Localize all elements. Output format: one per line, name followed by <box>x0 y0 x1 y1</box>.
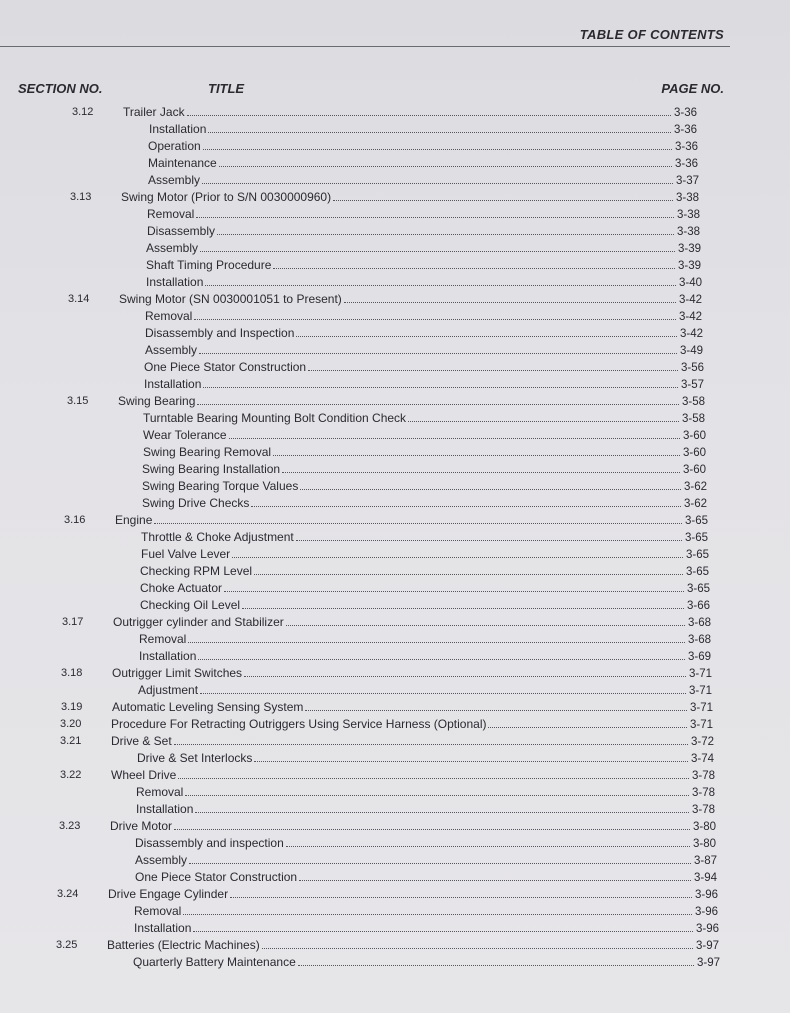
toc-row <box>0 648 790 665</box>
dot-leader <box>189 863 691 864</box>
entry-title: Swing Bearing Installation <box>142 462 281 476</box>
entry-title: Swing Motor (SN 0030001051 to Present) <box>119 292 342 306</box>
toc-entry <box>118 393 705 411</box>
entry-title: Drive Engage Cylinder <box>108 887 229 901</box>
page-number: 3-71 <box>689 702 713 714</box>
page-number: 3-69 <box>687 651 711 663</box>
page-number: 3-49 <box>679 345 703 357</box>
page-number: 3-96 <box>694 889 718 901</box>
dot-leader <box>154 523 682 524</box>
entry-title: Automatic Leveling Sensing System <box>112 700 304 714</box>
toc-entry <box>110 818 716 836</box>
page-number: 3-71 <box>688 685 712 697</box>
toc-entry <box>143 427 706 445</box>
toc-entry <box>141 546 709 564</box>
page-header-title: TABLE OF CONTENTS <box>579 27 724 42</box>
page-number: 3-97 <box>696 957 720 969</box>
entry-title: Removal <box>136 785 184 799</box>
page-number: 3-78 <box>691 804 715 816</box>
toc-list <box>0 104 790 971</box>
page-number: 3-78 <box>691 770 715 782</box>
page-number: 3-68 <box>687 617 711 629</box>
page-number: 3-36 <box>673 124 697 136</box>
page-number: 3-65 <box>685 566 709 578</box>
column-header-title: TITLE <box>208 81 245 96</box>
page-number: 3-39 <box>677 260 701 272</box>
toc-row <box>0 869 790 886</box>
dot-leader <box>286 846 690 847</box>
toc-row <box>0 699 790 716</box>
dot-leader <box>174 744 688 745</box>
dot-leader <box>195 812 689 813</box>
toc-entry <box>145 308 702 326</box>
entry-title: Installation <box>144 377 202 391</box>
entry-title: Assembly <box>145 343 198 357</box>
dot-leader <box>174 829 690 830</box>
toc-entry <box>138 682 712 700</box>
toc-entry <box>140 597 710 615</box>
toc-row <box>0 784 790 801</box>
section-number: 3.17 <box>62 616 84 628</box>
entry-title: Installation <box>146 275 204 289</box>
toc-row <box>0 461 790 478</box>
entry-title: Checking RPM Level <box>140 564 253 578</box>
toc-row <box>0 291 790 308</box>
page-number: 3-96 <box>695 923 719 935</box>
toc-row <box>0 733 790 750</box>
dot-leader <box>200 693 686 694</box>
entry-title: Assembly <box>146 241 199 255</box>
toc-row <box>0 716 790 733</box>
dot-leader <box>244 676 686 677</box>
entry-title: Checking Oil Level <box>140 598 241 612</box>
entry-title: One Piece Stator Construction <box>135 870 298 884</box>
dot-leader <box>300 489 681 490</box>
dot-leader <box>200 251 675 252</box>
page-number: 3-56 <box>680 362 704 374</box>
entry-title: Adjustment <box>138 683 199 697</box>
entry-title: Removal <box>147 207 195 221</box>
dot-leader <box>193 931 693 932</box>
toc-row <box>0 954 790 971</box>
toc-entry <box>148 138 698 156</box>
section-number: 3.21 <box>60 735 82 747</box>
page-number: 3-62 <box>683 481 707 493</box>
toc-row <box>0 580 790 597</box>
toc-entry <box>111 733 714 751</box>
page-number: 3-65 <box>686 583 710 595</box>
toc-entry <box>142 461 706 479</box>
entry-title: Disassembly and Inspection <box>145 326 295 340</box>
toc-entry <box>144 359 704 377</box>
toc-row <box>0 937 790 954</box>
toc-entry <box>107 937 719 955</box>
dot-leader <box>198 659 685 660</box>
toc-entry <box>134 920 719 938</box>
dot-leader <box>230 897 692 898</box>
toc-row <box>0 138 790 155</box>
toc-entry <box>137 750 714 768</box>
page-number: 3-80 <box>692 838 716 850</box>
dot-leader <box>229 438 680 439</box>
entry-title: Removal <box>134 904 182 918</box>
dot-leader <box>208 132 671 133</box>
section-number: 3.20 <box>60 718 82 730</box>
dot-leader <box>242 608 684 609</box>
toc-row <box>0 206 790 223</box>
page-number: 3-37 <box>675 175 699 187</box>
entry-title: Operation <box>148 139 201 153</box>
dot-leader <box>197 404 679 405</box>
dot-leader <box>224 591 684 592</box>
entry-title: Installation <box>134 921 192 935</box>
column-header-page: PAGE NO. <box>661 81 724 96</box>
dot-leader <box>308 370 678 371</box>
entry-title: Assembly <box>135 853 188 867</box>
toc-row <box>0 903 790 920</box>
page-number: 3-57 <box>680 379 704 391</box>
toc-entry <box>146 257 701 275</box>
toc-row <box>0 631 790 648</box>
toc-row <box>0 495 790 512</box>
section-number: 3.15 <box>67 395 89 407</box>
toc-entry <box>136 784 715 802</box>
page-number: 3-65 <box>684 515 708 527</box>
dot-leader <box>183 914 692 915</box>
entry-title: Removal <box>145 309 193 323</box>
toc-row <box>0 563 790 580</box>
section-number: 3.19 <box>61 701 83 713</box>
page-number: 3-80 <box>692 821 716 833</box>
entry-title: Installation <box>139 649 197 663</box>
toc-row <box>0 512 790 529</box>
page-number: 3-60 <box>682 447 706 459</box>
entry-title: Drive & Set Interlocks <box>137 751 253 765</box>
dot-leader <box>305 710 687 711</box>
toc-entry <box>142 478 707 496</box>
section-number: 3.22 <box>60 769 82 781</box>
dot-leader <box>286 625 685 626</box>
toc-entry <box>111 767 715 785</box>
page-number: 3-36 <box>673 107 697 119</box>
dot-leader <box>199 353 677 354</box>
toc-entry <box>113 614 711 632</box>
entry-title: One Piece Stator Construction <box>144 360 307 374</box>
page-number: 3-68 <box>687 634 711 646</box>
toc-row <box>0 818 790 835</box>
page-number: 3-60 <box>682 430 706 442</box>
dot-leader <box>219 166 672 167</box>
toc-entry <box>140 563 709 581</box>
toc-row <box>0 665 790 682</box>
page-number: 3-38 <box>676 226 700 238</box>
entry-title: Turntable Bearing Mounting Bolt Condition Check <box>143 411 407 425</box>
toc-entry <box>108 886 718 904</box>
dot-leader <box>202 183 673 184</box>
toc-row <box>0 682 790 699</box>
entry-title: Installation <box>149 122 207 136</box>
page-number: 3-36 <box>674 141 698 153</box>
page-number: 3-42 <box>679 328 703 340</box>
dot-leader <box>205 285 676 286</box>
toc-row <box>0 546 790 563</box>
toc-entry <box>140 580 710 598</box>
dot-leader <box>196 217 674 218</box>
toc-row <box>0 835 790 852</box>
page-number: 3-72 <box>690 736 714 748</box>
dot-leader <box>262 948 693 949</box>
page-number: 3-74 <box>690 753 714 765</box>
toc-row <box>0 427 790 444</box>
toc-entry <box>144 376 704 394</box>
toc-row <box>0 189 790 206</box>
toc-row <box>0 410 790 427</box>
dot-leader <box>296 336 677 337</box>
toc-row <box>0 121 790 138</box>
entry-title: Removal <box>139 632 187 646</box>
dot-leader <box>188 642 685 643</box>
dot-leader <box>298 965 694 966</box>
toc-row <box>0 155 790 172</box>
toc-row <box>0 920 790 937</box>
toc-entry <box>147 206 700 224</box>
toc-entry <box>146 240 701 258</box>
dot-leader <box>488 727 686 728</box>
toc-entry <box>145 342 703 360</box>
toc-entry <box>148 172 699 190</box>
page-number: 3-96 <box>694 906 718 918</box>
page-number: 3-78 <box>691 787 715 799</box>
toc-entry <box>141 529 708 547</box>
page-number: 3-42 <box>678 294 702 306</box>
dot-leader <box>251 506 681 507</box>
page-number: 3-60 <box>682 464 706 476</box>
entry-title: Engine <box>115 513 153 527</box>
dot-leader <box>282 472 680 473</box>
toc-entry <box>112 699 713 717</box>
toc-entry <box>123 104 697 122</box>
toc-row <box>0 172 790 189</box>
page-number: 3-38 <box>676 209 700 221</box>
entry-title: Trailer Jack <box>123 105 185 119</box>
toc-row <box>0 257 790 274</box>
toc-row <box>0 104 790 121</box>
toc-entry <box>147 223 700 241</box>
entry-title: Assembly <box>148 173 201 187</box>
toc-entry <box>149 121 697 139</box>
entry-title: Quarterly Battery Maintenance <box>133 955 296 969</box>
section-number: 3.23 <box>59 820 81 832</box>
entry-title: Batteries (Electric Machines) <box>107 938 260 952</box>
entry-title: Shaft Timing Procedure <box>146 258 272 272</box>
toc-entry <box>135 852 717 870</box>
section-number: 3.13 <box>70 191 92 203</box>
dot-leader <box>408 421 679 422</box>
toc-row <box>0 750 790 767</box>
entry-title: Installation <box>136 802 194 816</box>
page-number: 3-94 <box>693 872 717 884</box>
page-number: 3-65 <box>684 532 708 544</box>
dot-leader <box>273 455 680 456</box>
toc-row <box>0 852 790 869</box>
page-number: 3-97 <box>695 940 719 952</box>
toc-entry <box>133 954 720 972</box>
entry-title: Swing Bearing <box>118 394 196 408</box>
page-number: 3-71 <box>688 668 712 680</box>
toc-entry <box>112 665 712 683</box>
page-number: 3-36 <box>674 158 698 170</box>
toc-entry <box>115 512 708 530</box>
page-number: 3-71 <box>689 719 713 731</box>
dot-leader <box>194 319 676 320</box>
toc-row <box>0 767 790 784</box>
section-number: 3.18 <box>61 667 83 679</box>
dot-leader <box>296 540 682 541</box>
toc-row <box>0 359 790 376</box>
dot-leader <box>333 200 673 201</box>
dot-leader <box>232 557 683 558</box>
dot-leader <box>178 778 689 779</box>
entry-title: Maintenance <box>148 156 217 170</box>
dot-leader <box>203 387 678 388</box>
page-number: 3-40 <box>678 277 702 289</box>
dot-leader <box>254 761 688 762</box>
entry-title: Outrigger Limit Switches <box>112 666 243 680</box>
toc-entry <box>139 648 711 666</box>
entry-title: Swing Bearing Removal <box>143 445 272 459</box>
dot-leader <box>203 149 672 150</box>
page-number: 3-58 <box>681 396 705 408</box>
page-number: 3-38 <box>675 192 699 204</box>
entry-title: Wheel Drive <box>111 768 177 782</box>
toc-entry <box>142 495 707 513</box>
toc-row <box>0 886 790 903</box>
entry-title: Throttle & Choke Adjustment <box>141 530 294 544</box>
dot-leader <box>187 115 671 116</box>
toc-row <box>0 223 790 240</box>
entry-title: Wear Tolerance <box>143 428 227 442</box>
page-number: 3-65 <box>685 549 709 561</box>
section-number: 3.16 <box>64 514 86 526</box>
entry-title: Swing Bearing Torque Values <box>142 479 299 493</box>
header-rule <box>0 46 730 47</box>
toc-row <box>0 444 790 461</box>
toc-entry <box>143 444 706 462</box>
dot-leader <box>299 880 691 881</box>
entry-title: Fuel Valve Lever <box>141 547 231 561</box>
dot-leader <box>273 268 675 269</box>
entry-title: Procedure For Retracting Outriggers Using Service Harness (Optional) <box>111 717 487 731</box>
entry-title: Disassembly <box>147 224 216 238</box>
section-number: 3.12 <box>72 106 94 118</box>
toc-row <box>0 614 790 631</box>
toc-entry <box>111 716 713 734</box>
entry-title: Swing Motor (Prior to S/N 0030000960) <box>121 190 332 204</box>
toc-row <box>0 308 790 325</box>
page-number: 3-62 <box>683 498 707 510</box>
entry-title: Drive & Set <box>111 734 172 748</box>
toc-row <box>0 597 790 614</box>
entry-title: Outrigger cylinder and Stabilizer <box>113 615 284 629</box>
toc-row <box>0 801 790 818</box>
dot-leader <box>185 795 689 796</box>
toc-row <box>0 529 790 546</box>
entry-title: Choke Actuator <box>140 581 223 595</box>
toc-row <box>0 240 790 257</box>
toc-entry <box>139 631 711 649</box>
toc-entry <box>134 903 718 921</box>
toc-entry <box>148 155 698 173</box>
toc-entry <box>121 189 699 207</box>
toc-row <box>0 325 790 342</box>
toc-entry <box>136 801 715 819</box>
page-number: 3-39 <box>677 243 701 255</box>
toc-entry <box>146 274 702 292</box>
dot-leader <box>217 234 674 235</box>
toc-entry <box>145 325 703 343</box>
column-header-section: SECTION NO. <box>18 81 103 96</box>
entry-title: Drive Motor <box>110 819 173 833</box>
page-number: 3-87 <box>693 855 717 867</box>
toc-row <box>0 478 790 495</box>
page-number: 3-66 <box>686 600 710 612</box>
toc-row <box>0 376 790 393</box>
toc-entry <box>143 410 705 428</box>
toc-entry <box>135 835 716 853</box>
dot-leader <box>344 302 676 303</box>
section-number: 3.24 <box>57 888 79 900</box>
page-number: 3-58 <box>681 413 705 425</box>
entry-title: Swing Drive Checks <box>142 496 250 510</box>
page-number: 3-42 <box>678 311 702 323</box>
toc-row <box>0 393 790 410</box>
toc-row <box>0 274 790 291</box>
toc-entry <box>135 869 717 887</box>
dot-leader <box>254 574 683 575</box>
entry-title: Disassembly and inspection <box>135 836 284 850</box>
toc-row <box>0 342 790 359</box>
toc-entry <box>119 291 702 309</box>
section-number: 3.14 <box>68 293 90 305</box>
section-number: 3.25 <box>56 939 78 951</box>
